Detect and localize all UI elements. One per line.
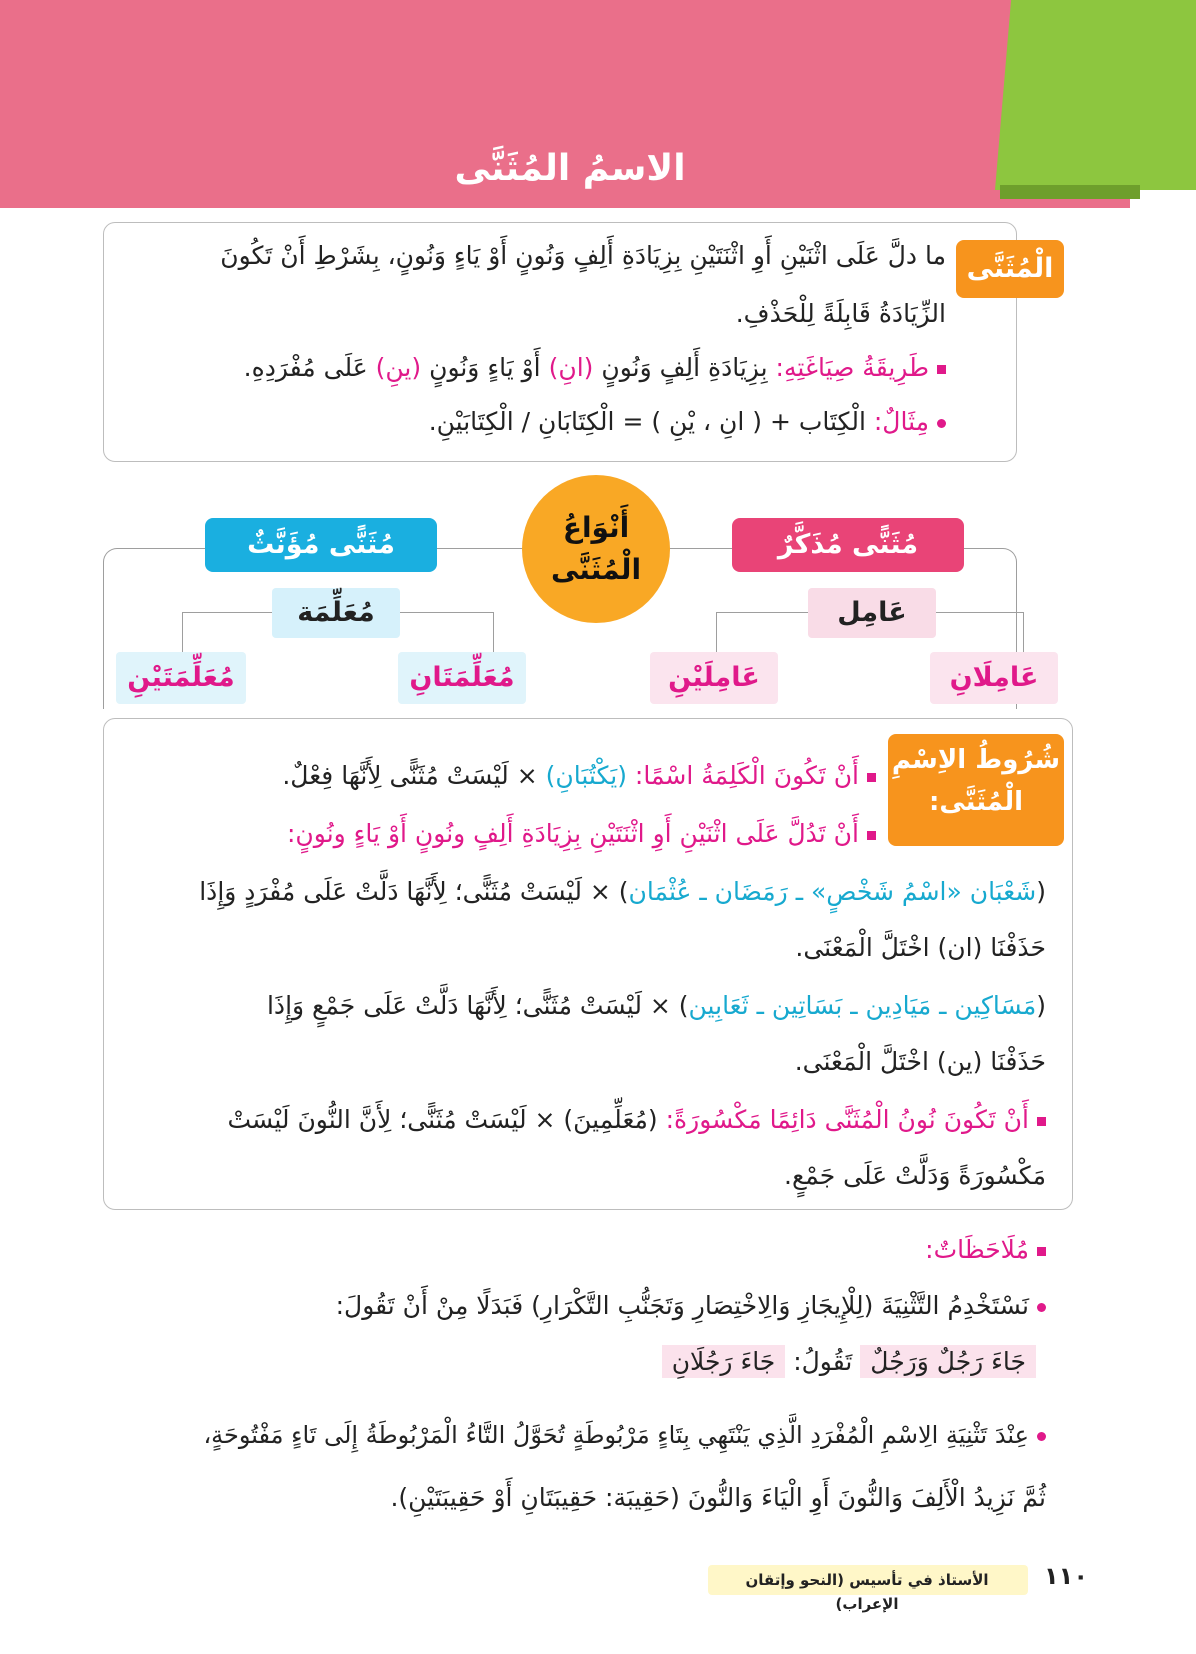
notes-heading — [116, 1234, 1046, 1265]
note-2-text-2: ثُمَّ نَزِيدُ الْأَلِفَ وَالنُّونَ أَوِ الْيَاءَ وَالنُّونَ (حَقِيبَة: حَقِيبَتَانِ أَوْ حَقِيبَتَيْنِ). — [390, 1483, 1046, 1512]
definition-line-1 — [106, 240, 946, 271]
condition-3-text-2: مَكْسُورَةً وَدَلَّتْ عَلَى جَمْعٍ. — [784, 1161, 1046, 1190]
note-2-line-1 — [106, 1420, 1046, 1450]
page-number: ١١٠ — [1044, 1562, 1088, 1590]
dot-bullet-icon — [937, 419, 946, 428]
page-title: الاسمُ المُثَنَّى — [454, 148, 686, 189]
note-1-say: تَقُولُ: — [793, 1347, 853, 1376]
header-green-strip — [1000, 185, 1140, 199]
method-suffix-an: (انِ) — [548, 353, 594, 382]
method-line — [106, 352, 946, 383]
circle-line-1: أَنْوَاعُ — [562, 511, 630, 544]
condition-2b-words: مَسَاكِين ـ مَيَادِين ـ بَسَاتِين ـ ثَعَابِين — [688, 991, 1037, 1020]
conditions-tag-line-2: الْمُثَنَّى: — [928, 786, 1024, 817]
method-label: طَرِيقَةُ صِيَاغَتِهِ: — [775, 353, 929, 382]
condition-2a-text-2: حَذَفْنَا (ان) اخْتَلَّ الْمَعْنَى. — [795, 933, 1046, 962]
condition-2 — [116, 818, 876, 849]
condition-2b-line-2 — [116, 1046, 1046, 1077]
condition-2a-text: ) × لَيْسَتْ مُثَنًّى؛ لِأَنَّهَا دَلَّتْ عَلَى مُفْرَدٍ وَإِذَا — [199, 877, 629, 906]
notes-heading-text: مُلَاحَظَاتٌ: — [925, 1235, 1029, 1264]
condition-1-example: (يَكْتُبَانِ) — [545, 761, 627, 790]
condition-1 — [116, 760, 876, 791]
fem-word: مُعَلِّمَة — [272, 588, 400, 638]
example-text: الْكِتَاب + ( انِ ، يْنِ ) = الْكِتَابَانِ / الْكِتَابَيْنِ. — [428, 407, 866, 436]
note-1-example — [116, 1346, 1036, 1377]
header-green-tab — [995, 0, 1196, 190]
footer-book-title: الأستاذ في تأسيس (النحو وإتقان الإعراب) — [745, 1571, 989, 1613]
fem-dual-label: مُثَنًّى مُؤَنَّثٌ — [205, 518, 437, 572]
condition-1-text: × لَيْسَتْ مُثَنًّى لِأَنَّهَا فِعْلٌ. — [282, 761, 538, 790]
square-bullet-icon — [867, 773, 876, 782]
method-text-b: أَوْ يَاءٍ وَنُونٍ — [429, 353, 541, 382]
method-suffix-yn: (ينِ) — [375, 353, 422, 382]
definition-line-2 — [106, 298, 946, 329]
masc-dual-label: مُثَنًّى مُذَكَّرٌ — [732, 518, 964, 572]
paren-open: ( — [1036, 877, 1046, 906]
conditions-tag — [888, 734, 1064, 846]
masc-form-2: عَامِلَيْنِ — [650, 652, 778, 704]
example-label: مِثَالٌ: — [873, 407, 929, 436]
note-2-text: عِنْدَ تَثْنِيَةِ الِاسْمِ الْمُفْرَدِ الَّذِي يَنْتَهِي بِتَاءٍ مَرْبُوطَةٍ تُحَوَّلُ التَّاءُ الْمَرْبُوطَةُ إِلَى تَاءٍ مَفْتُوحَةٍ، — [203, 1421, 1029, 1449]
masc-form-1: عَامِلَانِ — [930, 652, 1058, 704]
dot-bullet-icon — [1037, 1303, 1046, 1312]
condition-3-line-2 — [116, 1160, 1046, 1191]
square-bullet-icon — [937, 365, 946, 374]
paren-open: ( — [1036, 991, 1046, 1020]
condition-2a-words: شَعْبَان «اسْمُ شَخْصٍ» ـ رَمَضَان ـ عُثْمَان — [628, 877, 1037, 906]
note-1-example-a: جَاءَ رَجُلٌ وَرَجُلٌ — [860, 1345, 1036, 1378]
square-bullet-icon — [867, 831, 876, 840]
dot-bullet-icon — [1037, 1432, 1046, 1441]
note-1-text: نَسْتَخْدِمُ التَّثْنِيَةَ (لِلْإِيجَازِ وَالِاخْتِصَارِ وَتَجَنُّبِ التَّكْرَارِ) فَبَدَلًا مِنْ أَنْ تَقُولَ: — [335, 1291, 1029, 1320]
fem-form-2: مُعَلِّمَتَيْنِ — [116, 652, 246, 704]
condition-2b-line-1 — [116, 990, 1046, 1021]
condition-2b-text-2: حَذَفْنَا (ين) اخْتَلَّ الْمَعْنَى. — [794, 1047, 1046, 1076]
dual-types-circle — [522, 475, 670, 623]
note-2-line-2 — [116, 1482, 1046, 1513]
definition-text-2: الزِّيَادَةُ قَابِلَةً لِلْحَذْفِ. — [735, 299, 946, 328]
square-bullet-icon — [1037, 1247, 1046, 1256]
condition-3-line-1 — [116, 1104, 1046, 1135]
condition-2a-line-1 — [116, 876, 1046, 907]
condition-1-label: أَنْ تَكُونَ الْكَلِمَةُ اسْمًا: — [634, 761, 859, 790]
note-1 — [116, 1290, 1046, 1321]
condition-2b-text: ) × لَيْسَتْ مُثَنًّى؛ لِأَنَّهَا دَلَّتْ عَلَى جَمْعٍ وَإِذَا — [266, 991, 689, 1020]
condition-2-label: أَنْ تَدُلَّ عَلَى اثْنَيْنِ أَوِ اثْنَتَيْنِ بِزِيَادَةِ أَلِفٍ ونُونٍ أَوْ يَاءٍ ونُونٍ: — [287, 819, 859, 848]
note-1-example-b-text: جَاءَ رَجُلَانِ — [671, 1347, 776, 1376]
square-bullet-icon — [1037, 1117, 1046, 1126]
method-text-c: عَلَى مُفْرَدِهِ. — [243, 353, 368, 382]
definition-text: ما دلَّ عَلَى اثْنَيْنِ أَوِ اثْنَتَيْنِ بِزِيَادَةِ أَلِفٍ وَنُونٍ أَوْ يَاءٍ وَنُونٍ، بِشَرْطِ أَنْ تَكُونَ — [220, 241, 946, 270]
note-1-example-b — [662, 1345, 786, 1378]
conditions-tag-line-1: شُرُوطُ الاِسْمِ — [891, 745, 1061, 775]
condition-3-label: أَنْ تَكُونَ نُونُ الْمُثَنَّى دَائِمًا مَكْسُورَةً: — [665, 1105, 1029, 1134]
masc-word: عَامِل — [808, 588, 936, 638]
condition-2a-line-2 — [116, 932, 1046, 963]
circle-line-2: الْمُثَنَّى — [550, 553, 642, 586]
fem-form-1: مُعَلِّمَتَانِ — [398, 652, 526, 704]
condition-3-text: (مُعَلِّمِينَ) × لَيْسَتْ مُثَنًّى؛ لِأَنَّ النُّونَ لَيْسَتْ — [227, 1105, 658, 1134]
definition-tag: الْمُثَنَّى — [956, 240, 1064, 298]
example-line — [106, 406, 946, 437]
method-text-a: بِزِيَادَةِ أَلِفٍ وَنُونٍ — [601, 353, 768, 382]
